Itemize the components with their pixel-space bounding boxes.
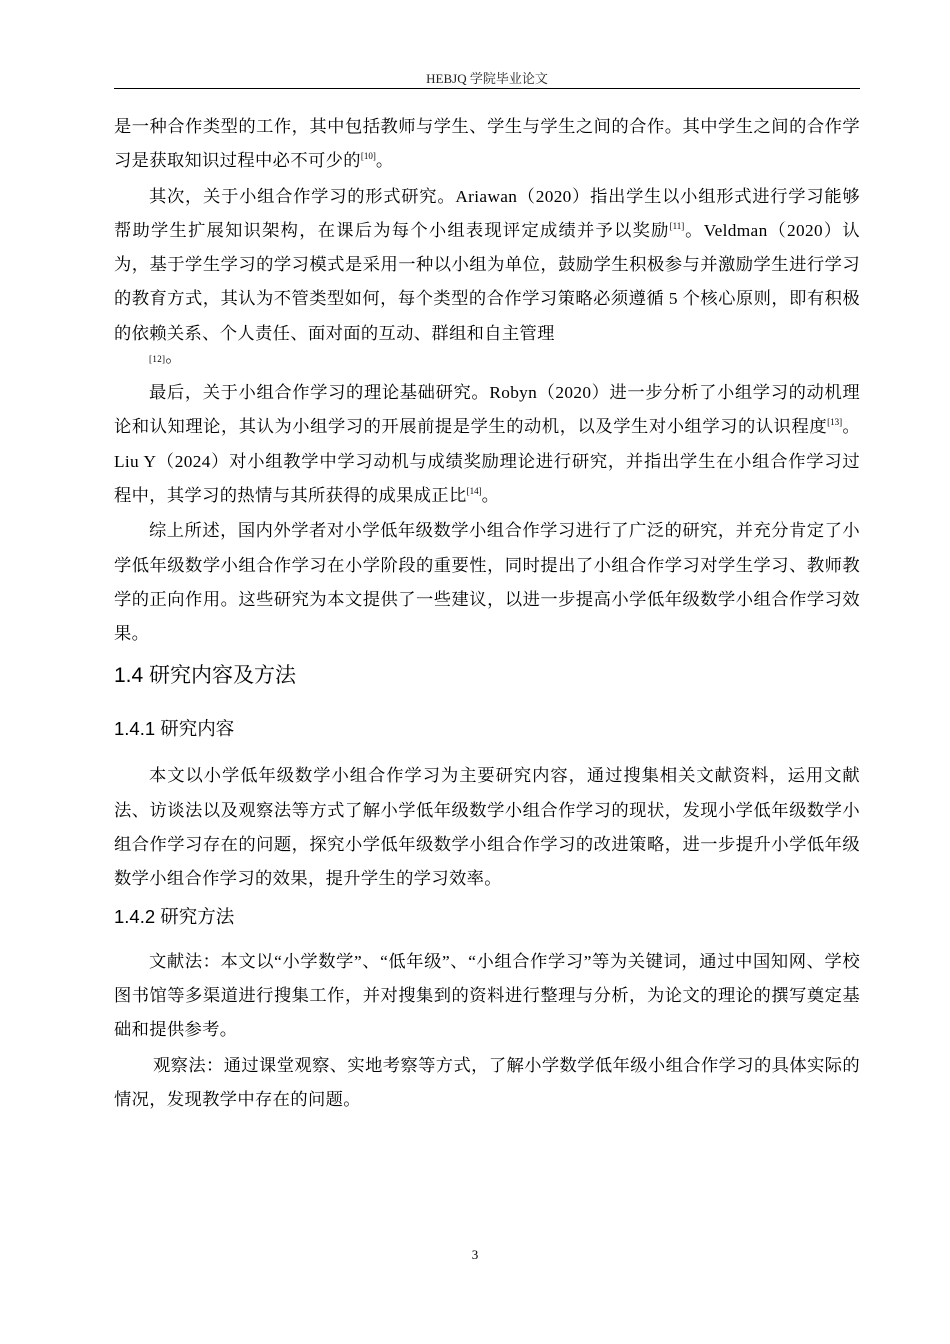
paragraph-summary: 综上所述，国内外学者对小学低年级数学小组合作学习进行了广泛的研究，并充分肯定了小学低年级数学小组合作学习在小学阶段的重要性，同时提出了小组合作学习对学生学习、教师教学的正向作用。这些研究为本文提供了一些建议，以进一步提高小学低年级数学小组合作学习效果。: [114, 521, 860, 644]
paragraph-end: 。: [481, 485, 500, 505]
citation-10: [10]: [360, 151, 376, 162]
paragraph-end: 。: [375, 151, 394, 171]
paragraph-text: 其次，关于小组合作学习的形式研究。Ariawan（2020）指出学生以小组形式进行学习能够帮助学生扩展知识架构，在课后为每个小组表现评定成绩并予以奖励: [114, 186, 860, 240]
paragraph-text: 。Liu Y（2024）对小组教学中学习动机与成绩奖励理论进行研究，并指出学生在小组合作学习过程中，其学习的热情与其所获得的成果成正比: [114, 417, 860, 505]
paragraph-form-research: [114, 180, 860, 373]
page-number: 3: [471, 1247, 479, 1262]
paragraph-text: 。Veldman（2020）认为，基于学生学习的学习模式是采用一种以小组为单位，鼓励学生积极参与并激励学生进行学习的教育方式，其认为不管类型如何，每个类型的合作学习策略必须遵循 5 个核心原则，即有积极的依赖关系、个人责任、面对面的互动、群组和自主管理: [114, 220, 860, 343]
citation-12: [12]: [149, 354, 166, 365]
page-body: [114, 110, 860, 1117]
paragraph-cooperation-definition: [114, 110, 860, 179]
paragraph-text: 是一种合作类型的工作，其中包括教师与学生、学生与学生之间的合作。其中学生之间的合作学习是获取知识过程中必不可少的: [114, 117, 860, 171]
paragraph-observation-method: 观察法：通过课堂观察、实地考察等方式，了解小学数学低年级小组合作学习的具体实际的情况，发现教学中存在的问题。: [114, 1055, 860, 1109]
paragraph-text: 最后，关于小组合作学习的理论基础研究。Robyn（2020）进一步分析了小组学习的动机理论和认知理论，其认为小组学习的开展前提是学生的动机，以及学生对小组学习的认识程度: [114, 383, 860, 437]
citation-13: [13]: [827, 417, 843, 428]
running-header: HEBJQ 学院毕业论文: [426, 71, 548, 86]
header-rule: [114, 88, 860, 89]
subsection-heading-1-4-1: 1.4.1 研究内容: [114, 718, 235, 740]
citation-12-line: [114, 347, 860, 373]
paragraph-research-content: 本文以小学低年级数学小组合作学习为主要研究内容，通过搜集相关文献资料，运用文献法、访谈法以及观察法等方式了解小学低年级数学小组合作学习的现状，发现小学低年级数学小组合作学习存在的问题，探究小学低年级数学小组合作学习的改进策略，进一步提升小学低年级数学小组合作学习的效果，提升学生的学习效率。: [114, 766, 860, 889]
citation-14: [14]: [466, 485, 482, 496]
section-heading-1-4: 1.4 研究内容及方法: [114, 664, 297, 688]
paragraph-end: 。: [165, 347, 183, 367]
paragraph-literature-method: 文献法：本文以“小学数学”、“低年级”、“小组合作学习”等为关键词，通过中国知网、学校图书馆等多渠道进行搜集工作，并对搜集到的资料进行整理与分析，为论文的理论的撰写奠定基础和提供参考。: [114, 951, 860, 1040]
citation-11: [11]: [669, 220, 685, 231]
paragraph-theory-research: [114, 376, 860, 513]
subsection-heading-1-4-2: 1.4.2 研究方法: [114, 905, 235, 927]
